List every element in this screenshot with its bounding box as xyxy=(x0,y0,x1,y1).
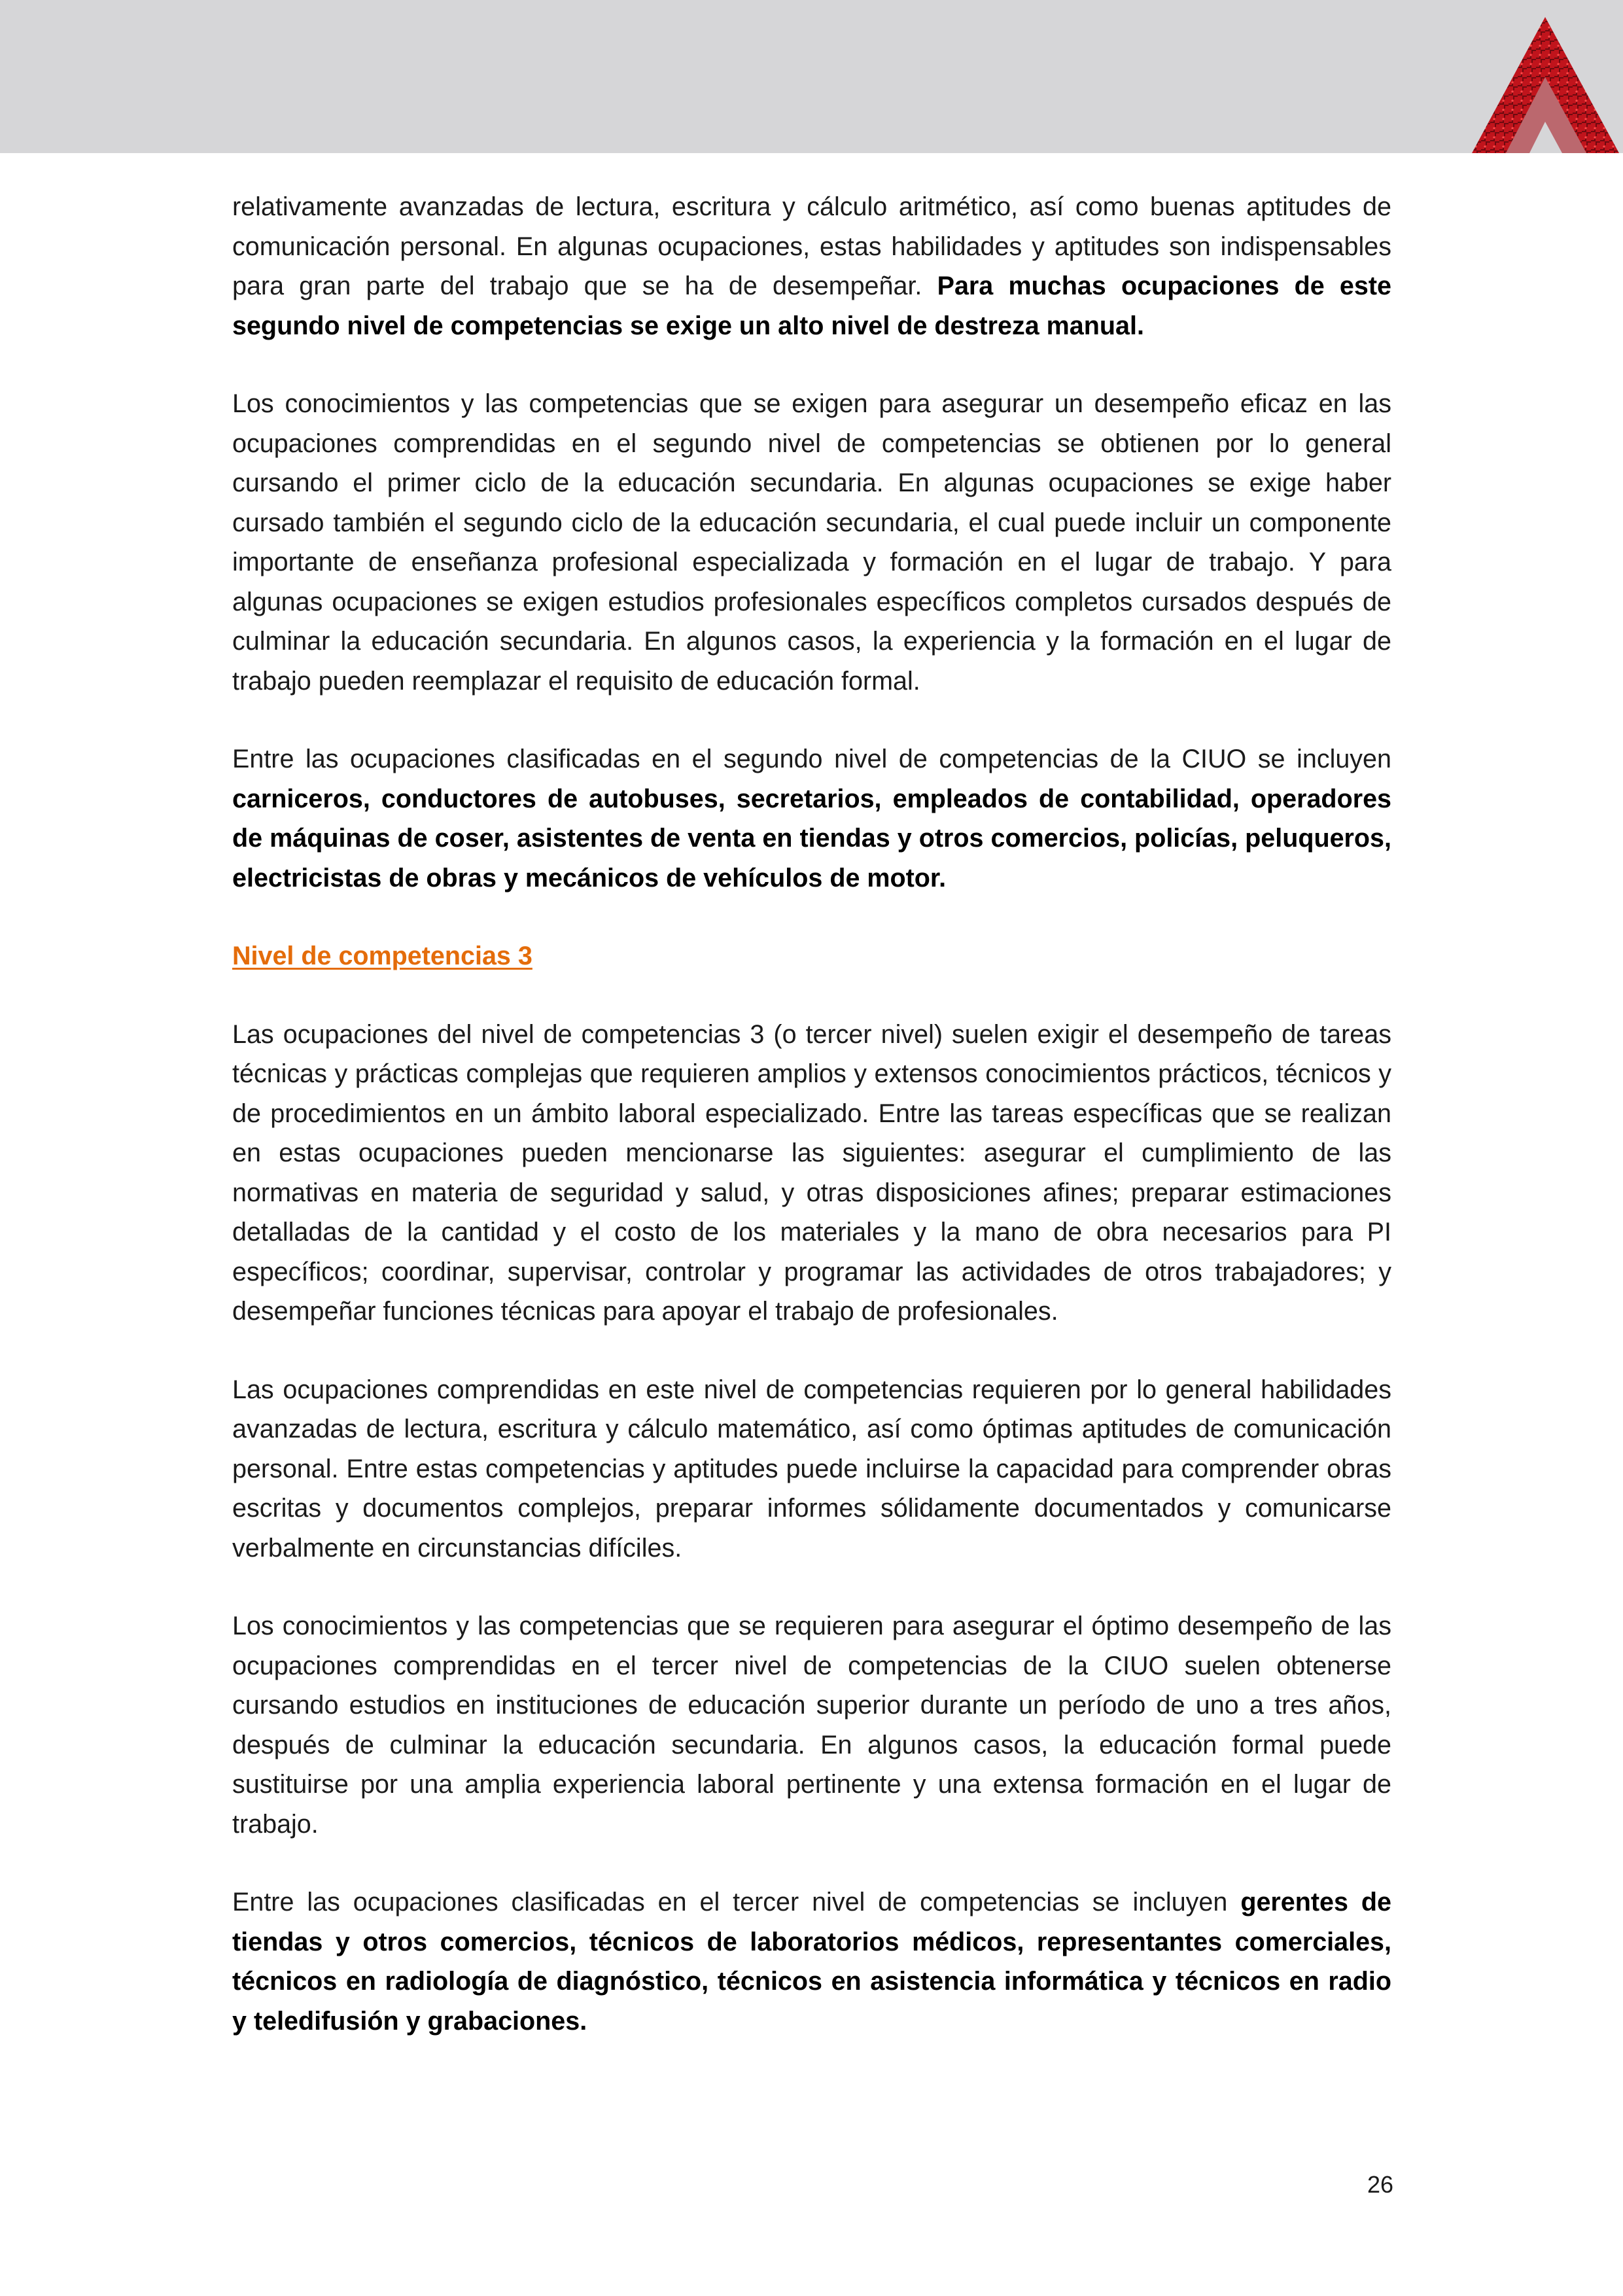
paragraph-2: Los conocimientos y las competencias que se exigen para asegurar un desempeño eficaz en las ocupaciones comprendidas en el segundo nivel de competencias se obtienen por lo general cursando el primer ciclo de la educación secundaria. En algunas ocupaciones se exige haber cursado también el segundo ciclo de la educación secundaria, el cual puede incluir un componente importante de enseñanza profesional especializada y formación en el lugar de trabajo. Y para algunas ocupaciones se exigen estudios profesionales específicos completos cursados después de culminar la educación secundaria. En algunos casos, la experiencia y la formación en el lugar de trabajo pueden reemplazar el requisito de educación formal. xyxy=(232,389,1391,696)
header-band xyxy=(0,0,1623,153)
paragraph-7: Entre las ocupaciones clasificadas en el tercer nivel de competencias se incluyen gerentes de tiendas y otros comercios, técnicos de laboratorios médicos, representantes comerciales, técnicos en radiología de diagnóstico, técnicos en asistencia informática y técnicos en radio y teledifusión y grabaciones. xyxy=(232,1888,1391,2036)
page-number: 26 xyxy=(1367,2171,1393,2198)
paragraph-1: relativamente avanzadas de lectura, escritura y cálculo aritmético, así como buenas aptitudes de comunicación personal. En algunas ocupaciones, estas habilidades y aptitudes son indispensables para gran parte del trabajo que se ha de desempeñar. Para muchas ocupaciones de este segundo nivel de competencias se exige un alto nivel de destreza manual. xyxy=(232,192,1391,340)
paragraph-5: Las ocupaciones comprendidas en este nivel de competencias requieren por lo general habilidades avanzadas de lectura, escritura y cálculo matemático, así como óptimas aptitudes de comunicación personal. Entre estas competencias y aptitudes puede incluirse la capacidad para comprender obras escritas y documentos complejos, preparar informes sólidamente documentados y comunicarse verbalmente en circunstancias difíciles. xyxy=(232,1375,1391,1563)
paragraph-3: Entre las ocupaciones clasificadas en el segundo nivel de competencias de la CIUO se incluyen carniceros, conductores de autobuses, secretarios, empleados de contabilidad, operadores de máquinas de coser, asistentes de venta en tiendas y otros comercios, policías, peluqueros, electricistas de obras y mecánicos de vehículos de motor. xyxy=(232,745,1391,892)
section-heading: Nivel de competencias 3 xyxy=(232,942,532,970)
document-body xyxy=(232,187,1391,2079)
paragraph-4: Las ocupaciones del nivel de competencias 3 (o tercer nivel) suelen exigir el desempeño de tareas técnicas y prácticas complejas que requieren amplios y extensos conocimientos prácticos, técnicos y de procedimientos en un ámbito laboral especializado. Entre las tareas específicas que se realizan en estas ocupaciones pueden mencionarse las siguientes: asegurar el cumplimiento de las normativas en materia de seguridad y salud, y otras disposiciones afines; preparar estimaciones detalladas de la cantidad y el costo de los materiales y la mano de obra necesarios para PI específicos; coordinar, supervisar, controlar y programar las actividades de otros trabajadores; y desempeñar funciones técnicas para apoyar el trabajo de profesionales. xyxy=(232,1019,1391,1326)
red-triangle-a-logo-icon xyxy=(1472,17,1619,154)
paragraph-6: Los conocimientos y las competencias que se requieren para asegurar el óptimo desempeño de las ocupaciones comprendidas en el tercer nivel de competencias de la CIUO suelen obtenerse cursando estudios en instituciones de educación superior durante un período de uno a tres años, después de culminar la educación secundaria. En algunos casos, la educación formal puede sustituirse por una amplia experiencia laboral pertinente y una extensa formación en el lugar de trabajo. xyxy=(232,1612,1391,1839)
